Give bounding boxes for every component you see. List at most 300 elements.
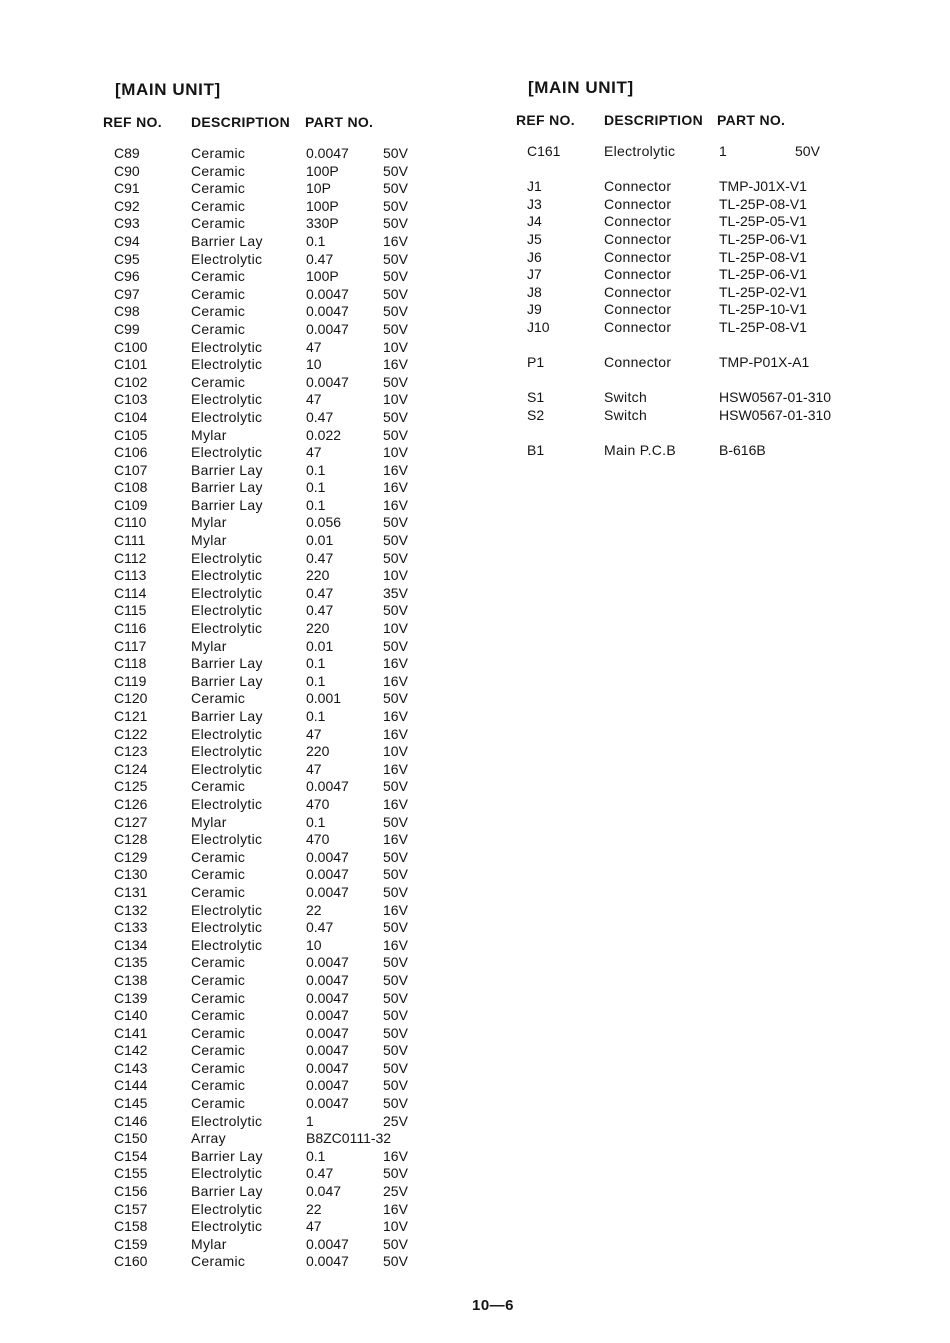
ref-no: C142 [114,1042,148,1059]
description: Ceramic [191,848,246,865]
part-no: TMP-J01X-V1 [719,178,807,195]
voltage: 50V [383,373,408,390]
part-no: 0.47 [306,1165,334,1182]
part-no: TL-25P-10-V1 [719,301,807,318]
description: Electrolytic [191,584,263,601]
voltage: 50V [383,320,408,337]
voltage: 50V [383,408,408,425]
description: Ceramic [191,1253,246,1270]
description: Barrier Lay [191,655,263,672]
ref-no: C101 [114,356,148,373]
part-no: 0.0047 [306,1253,349,1270]
voltage: 50V [383,971,408,988]
description: Ceramic [191,162,246,179]
ref-no: C116 [114,620,147,637]
section-title: [MAIN UNIT] [115,80,221,99]
voltage: 50V [383,1024,408,1041]
section-title: [MAIN UNIT] [528,78,634,97]
voltage: 50V [383,197,408,214]
part-no: 0.01 [306,532,334,549]
ref-no: C96 [114,268,140,285]
description: Electrolytic [191,743,263,760]
part-no: 47 [306,444,322,461]
part-no: 47 [306,391,322,408]
part-no: 100P [306,162,339,179]
part-no: 0.0047 [306,1042,349,1059]
ref-no: C133 [114,919,148,936]
description: Ceramic [191,285,246,302]
voltage: 50V [383,866,408,883]
part-no: 0.0047 [306,1024,349,1041]
part-no: 10 [306,936,322,953]
part-no: 0.1 [306,232,326,249]
part-no: 0.1 [306,479,326,496]
part-no: 0.0047 [306,373,349,390]
description: Mylar [191,514,227,531]
description: Array [191,1130,226,1147]
description: Electrolytic [191,919,263,936]
part-no: 0.056 [306,514,342,531]
description: Electrolytic [191,391,263,408]
ref-no: C106 [114,444,148,461]
voltage: 16V [383,936,408,953]
ref-no: C121 [114,708,148,724]
part-no: 0.01 [306,637,334,654]
description: Barrier Lay [191,1183,263,1200]
ref-no: C155 [114,1165,148,1182]
ref-no: C126 [114,795,148,812]
voltage: 10V [383,391,408,408]
part-no: 0.0047 [306,320,349,337]
ref-no: C108 [114,479,148,496]
voltage: 10V [383,444,408,461]
description: Barrier Lay [191,479,263,496]
ref-no: J3 [527,195,542,212]
ref-no: C156 [114,1183,148,1200]
part-no: 0.0047 [306,303,349,320]
description: Connector [604,248,672,265]
ref-no: C95 [114,250,140,267]
voltage: 35V [383,584,408,601]
part-no: 0.001 [306,690,342,707]
part-no: 47 [306,725,322,742]
voltage: 50V [383,1165,408,1182]
part-no: 47 [306,760,322,777]
description: Barrier Lay [191,496,263,513]
part-no: 0.1 [306,655,326,672]
part-no: 0.47 [306,919,334,936]
description: Ceramic [191,145,246,161]
description: Ceramic [191,971,246,988]
voltage: 50V [383,532,408,549]
description: Ceramic [191,866,246,883]
description: Ceramic [191,320,246,337]
part-no: TL-25P-06-V1 [719,230,807,247]
voltage: 16V [383,1200,408,1217]
part-no: 0.047 [306,1183,342,1200]
voltage: 16V [383,356,408,373]
ref-no: C94 [114,232,140,249]
part-no: 0.1 [306,813,326,830]
part-no: 0.47 [306,584,334,601]
part-no: 0.1 [306,1147,326,1164]
ref-no: C114 [114,584,147,601]
voltage: 50V [383,162,408,179]
part-no: TL-25P-08-V1 [719,248,807,265]
description: Ceramic [191,1095,246,1112]
voltage: 50V [383,690,408,707]
ref-no: C131 [114,883,148,900]
voltage: 16V [383,760,408,777]
description: Ceramic [191,883,246,900]
ref-no: C145 [114,1095,148,1112]
part-no: 0.0047 [306,285,349,302]
description: Electrolytic [191,1165,263,1182]
description: Electrolytic [191,356,263,373]
ref-no: C139 [114,989,148,1006]
voltage: 50V [383,1007,408,1024]
part-no: 22 [306,1200,322,1217]
ref-no: C109 [114,496,148,513]
description: Connector [604,195,672,212]
description: Mylar [191,813,227,830]
voltage: 50V [795,143,820,159]
voltage: 50V [383,180,408,197]
ref-no: C144 [114,1077,148,1094]
voltage: 50V [383,285,408,302]
header-part-no: PART NO. [305,114,374,130]
voltage: 16V [383,1147,408,1164]
header-part-no: PART NO. [717,112,786,128]
ref-no: C104 [114,408,148,425]
ref-no: J9 [527,301,542,318]
description: Connector [604,354,672,371]
ref-no: C102 [114,373,148,390]
ref-no: C150 [114,1130,148,1147]
part-no: TMP-P01X-A1 [719,354,810,371]
description: Electrolytic [191,549,263,566]
part-no: 0.1 [306,461,326,478]
header-ref-no: REF NO. [103,114,162,130]
description: Electrolytic [191,620,263,637]
part-no: 0.1 [306,672,326,689]
part-no: 47 [306,338,322,355]
voltage: 50V [383,954,408,971]
description: Ceramic [191,989,246,1006]
description: Electrolytic [191,1218,263,1235]
description: Electrolytic [191,444,263,461]
part-no: 0.0047 [306,1077,349,1094]
ref-no: C97 [114,285,140,302]
voltage: 16V [383,496,408,513]
description: Ceramic [191,373,246,390]
part-no: 470 [306,831,330,848]
part-no: TL-25P-06-V1 [719,266,807,283]
description: Connector [604,213,672,230]
ref-no: C125 [114,778,148,795]
ref-no: P1 [527,354,545,371]
part-no: 0.0047 [306,848,349,865]
description: Barrier Lay [191,232,263,249]
description: Connector [604,318,672,335]
description: Ceramic [191,215,246,232]
description: Electrolytic [191,408,263,425]
part-no: 0.0047 [306,1235,349,1252]
ref-no: C138 [114,971,148,988]
ref-no: C119 [114,672,147,689]
part-no: 22 [306,901,322,918]
description: Ceramic [191,778,246,795]
description: Ceramic [191,1059,246,1076]
part-no: 0.0047 [306,1059,349,1076]
description: Main P.C.B [604,442,676,459]
ref-no: C124 [114,760,148,777]
voltage: 16V [383,479,408,496]
ref-no: C91 [114,180,140,197]
description: Connector [604,178,672,195]
description: Electrolytic [191,795,263,812]
description: Electrolytic [191,760,263,777]
part-no: 0.0047 [306,778,349,795]
description: Electrolytic [191,338,263,355]
description: Mylar [191,1235,227,1252]
part-no: 1 [719,143,727,159]
description: Electrolytic [191,567,263,584]
header-description: DESCRIPTION [604,112,703,128]
part-no: 220 [306,620,330,637]
voltage: 50V [383,426,408,443]
ref-no: C160 [114,1253,148,1270]
voltage: 50V [383,1095,408,1112]
voltage: 50V [383,303,408,320]
voltage: 50V [383,1059,408,1076]
voltage: 16V [383,708,408,724]
ref-no: C107 [114,461,148,478]
part-no: TL-25P-05-V1 [719,213,807,230]
voltage: 50V [383,778,408,795]
ref-no: C99 [114,320,140,337]
voltage: 10V [383,620,408,637]
description: Connector [604,266,672,283]
description: Ceramic [191,1007,246,1024]
part-no: 100P [306,197,339,214]
description: Electrolytic [191,831,263,848]
ref-no: C120 [114,690,148,707]
voltage: 16V [383,461,408,478]
voltage: 16V [383,672,408,689]
description: Ceramic [191,268,246,285]
description: Electrolytic [191,1112,263,1129]
ref-no: C113 [114,567,147,584]
voltage: 25V [383,1112,408,1129]
ref-no: J6 [527,248,542,265]
part-no: 220 [306,567,330,584]
description: Connector [604,301,672,318]
ref-no: C132 [114,901,148,918]
description: Electrolytic [604,143,676,159]
ref-no: C122 [114,725,148,742]
voltage: 16V [383,901,408,918]
voltage: 16V [383,725,408,742]
part-no: 0.47 [306,250,334,267]
voltage: 50V [383,549,408,566]
voltage: 16V [383,795,408,812]
ref-no: C141 [114,1024,148,1041]
voltage: 50V [383,883,408,900]
ref-no: C157 [114,1200,148,1217]
ref-no: C111 [114,532,146,549]
voltage: 50V [383,813,408,830]
ref-no: C98 [114,303,140,320]
ref-no: C159 [114,1235,148,1252]
ref-no: C129 [114,848,148,865]
part-no: 220 [306,743,330,760]
ref-no: C140 [114,1007,148,1024]
ref-no: C112 [114,549,147,566]
voltage: 50V [383,1077,408,1094]
ref-no: C110 [114,514,147,531]
ref-no: C115 [114,602,147,619]
description: Electrolytic [191,1200,263,1217]
description: Barrier Lay [191,1147,263,1164]
description: Electrolytic [191,602,263,619]
voltage: 50V [383,848,408,865]
description: Ceramic [191,180,246,197]
ref-no: C143 [114,1059,148,1076]
description: Electrolytic [191,725,263,742]
ref-no: B1 [527,442,545,459]
part-no: 0.47 [306,549,334,566]
part-no: 330P [306,215,339,232]
part-no: 0.47 [306,602,334,619]
voltage: 50V [383,989,408,1006]
description: Connector [604,283,672,300]
description: Ceramic [191,303,246,320]
description: Electrolytic [191,901,263,918]
header-ref-no: REF NO. [516,112,575,128]
description: Barrier Lay [191,461,263,478]
ref-no: C118 [114,655,147,672]
description: Barrier Lay [191,672,263,689]
part-no: 0.022 [306,426,342,443]
voltage: 10V [383,567,408,584]
ref-no: C103 [114,391,148,408]
ref-no: C154 [114,1147,148,1164]
description: Ceramic [191,197,246,214]
part-no: 1 [306,1112,314,1129]
ref-no: C89 [114,145,140,161]
ref-no: C105 [114,426,148,443]
ref-no: C92 [114,197,140,214]
ref-no: J4 [527,213,542,230]
part-no: 0.0047 [306,989,349,1006]
voltage: 10V [383,338,408,355]
description: Connector [604,230,672,247]
part-no: HSW0567-01-310 [719,389,832,406]
part-no: B8ZC0111-32 [306,1130,392,1147]
part-no: 0.0047 [306,954,349,971]
description: Ceramic [191,1077,246,1094]
ref-no: J10 [527,318,550,335]
ref-no: C161 [527,143,561,159]
voltage: 10V [383,743,408,760]
ref-no: J5 [527,230,542,247]
header-description: DESCRIPTION [191,114,290,130]
voltage: 25V [383,1183,408,1200]
voltage: 50V [383,268,408,285]
description: Switch [604,389,648,406]
part-no: 0.0047 [306,866,349,883]
part-no: 0.1 [306,708,326,724]
ref-no: C123 [114,743,148,760]
description: Ceramic [191,690,246,707]
voltage: 50V [383,919,408,936]
ref-no: J1 [527,178,542,195]
part-no: 0.0047 [306,1007,349,1024]
ref-no: C130 [114,866,148,883]
description: Switch [604,406,648,423]
voltage: 16V [383,831,408,848]
part-no: TL-25P-02-V1 [719,283,807,300]
ref-no: C146 [114,1112,148,1129]
ref-no: C93 [114,215,140,232]
part-no: 10 [306,356,322,373]
description: Ceramic [191,1042,246,1059]
ref-no: S1 [527,389,545,406]
part-no: 470 [306,795,330,812]
voltage: 50V [383,602,408,619]
ref-no: C127 [114,813,148,830]
voltage: 16V [383,232,408,249]
description: Ceramic [191,954,246,971]
part-no: HSW0567-01-310 [719,406,832,423]
ref-no: C117 [114,637,147,654]
voltage: 50V [383,1042,408,1059]
part-no: B-616B [719,442,766,459]
voltage: 50V [383,1235,408,1252]
voltage: 50V [383,514,408,531]
ref-no: J7 [527,266,542,283]
description: Electrolytic [191,250,263,267]
voltage: 50V [383,1253,408,1270]
part-no: 0.0047 [306,145,349,161]
part-no: 10P [306,180,331,197]
voltage: 50V [383,250,408,267]
description: Mylar [191,532,227,549]
ref-no: S2 [527,406,545,423]
voltage: 50V [383,145,408,161]
part-no: 0.0047 [306,971,349,988]
part-no: 0.0047 [306,1095,349,1112]
ref-no: C134 [114,936,148,953]
part-no: 0.0047 [306,883,349,900]
description: Ceramic [191,1024,246,1041]
description: Mylar [191,426,227,443]
description: Mylar [191,637,227,654]
voltage: 50V [383,215,408,232]
description: Electrolytic [191,936,263,953]
description: Barrier Lay [191,708,263,724]
ref-no: C135 [114,954,148,971]
ref-no: C128 [114,831,148,848]
part-no: TL-25P-08-V1 [719,195,807,212]
part-no: TL-25P-08-V1 [719,318,807,335]
ref-no: C90 [114,162,140,179]
ref-no: C158 [114,1218,148,1235]
ref-no: J8 [527,283,542,300]
voltage: 10V [383,1218,408,1235]
part-no: 0.47 [306,408,334,425]
